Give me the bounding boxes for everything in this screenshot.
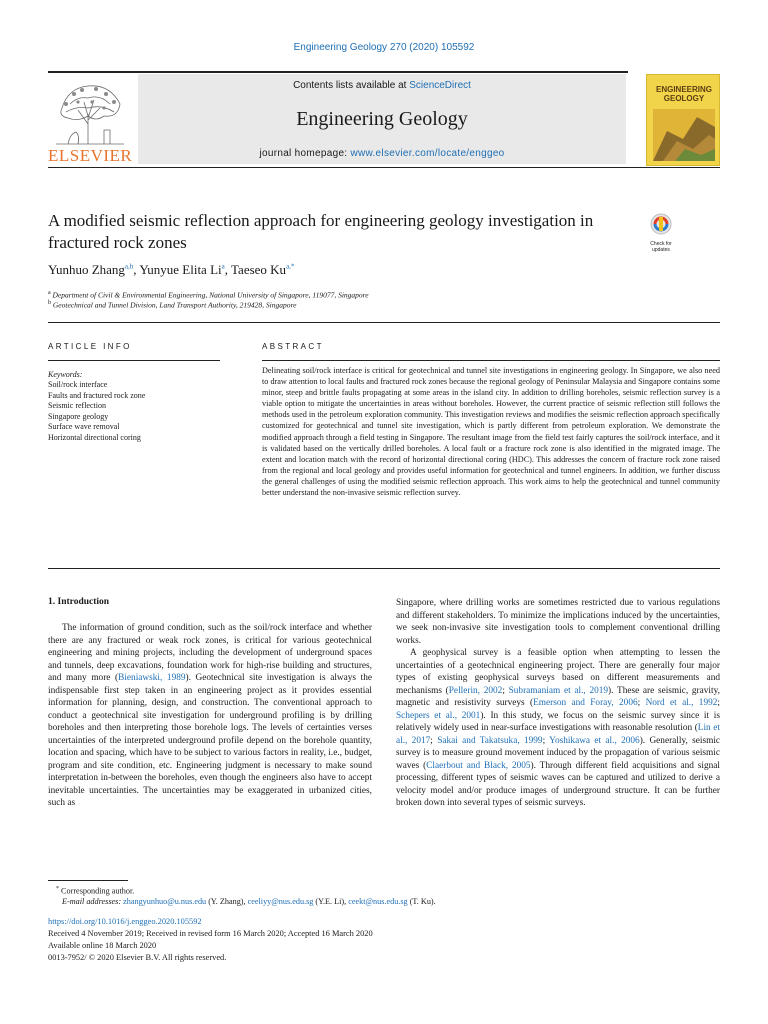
author-affiliation-mark[interactable]: a,* (286, 262, 295, 271)
email-label: E-mail addresses: (62, 897, 124, 906)
contents-available-line (138, 80, 626, 91)
email-link[interactable]: ceekt@nus.edu.sg (348, 897, 408, 906)
author-name[interactable]: Yunhuo Zhang (48, 262, 125, 277)
contents-prefix: Contents lists available at (293, 80, 410, 91)
citation-link[interactable]: Sakai and Takatsuka, 1999 (437, 735, 543, 746)
corresponding-author-note (56, 884, 134, 897)
homepage-link[interactable]: www.elsevier.com/locate/enggeo (350, 148, 505, 159)
asterisk-mark: * (56, 886, 59, 892)
body-text: ; (637, 698, 646, 708)
copyright-line: 0013-7952/ © 2020 Elsevier B.V. All rights reserved. (48, 953, 227, 962)
body-text: ). Geotechnical site investigation is always the indispensable first step taken in an engineering project as it provides essential information for planning, design, and construction. The conventional approach to conduct a geotechnical site investigation for underground profiling is by drilling boreholes and then interpreting those borehole logs. The levels of certainties verses uncertainties of the interpreted underground profile depend on the borehole quantity, location and spacing, which have to be subject to various factors in reality, i.e., budget, program and site condition, etc. Engineering judgment is necessary to make sound interpretation in-between the boreholes, even though the engineers also have to accept inevitable uncertainties. The uncertainties may be exaggerated in urbanized cities, such as (48, 673, 373, 808)
body-text: ; (430, 735, 438, 746)
keyword-item: Soil/rock interface (48, 380, 108, 389)
article-info-rule (48, 360, 220, 361)
crossmark-icon (646, 212, 676, 236)
email-owner: (Y. Zhang), (206, 897, 248, 906)
keywords-label: Keywords: (48, 370, 83, 379)
body-text: ; (502, 685, 509, 696)
doi-link[interactable]: https://doi.org/10.1016/j.enggeo.2020.105592 (48, 917, 202, 926)
citation-link[interactable]: Bieniawski, 1989 (118, 673, 186, 683)
keyword-item: Faults and fractured rock zone (48, 390, 146, 400)
author-affiliation-mark[interactable]: a (221, 262, 225, 271)
body-text: ). In this study, we focus on the seismic survey since it is relatively widely used in near-surface investigations with reasonable resolution ( (396, 710, 720, 733)
affiliation-text: Geotechnical and Tunnel Division, Land Transport Authority, 219428, Singapore (52, 300, 297, 310)
article-title: A modified seismic reflection approach for engineering geology investigation in fractured rock zones (48, 211, 594, 252)
keyword-item: Singapore geology (48, 411, 109, 421)
journal-name: Engineering Geology (296, 108, 468, 130)
email-link[interactable]: zhangyunhuo@u.nus.edu (123, 897, 207, 906)
footnote-rule (48, 880, 128, 881)
abstract-text: Delineating soil/rock interface is critical for geotechnical and tunnel site investigations in engineering geology. In Singapore, we also need to draw attention to local faults and fractured rock zones because the regional geology of Peninsular Malaysia and Singapore contains some minor, steep and brittle faults propagating at some areas in the island city. In addition to drilling boreholes, seismic reflection survey is a viable option to mitigate the uncertainties in areas without boreholes. However, the current practice of seismic reflection still follows the methods used in the petroleum exploration community. This investigation reviews and modifies the seismic reflection approach specifically customized for geotechnical and tunnel site investigation, which is partly different from petroleum exploration. We demonstrate the modified approach through a field testing in Singapore. The resultant image from the field test fairly captures the soil/rock interface, and it is validated based on the vertically drilled boreholes. A local fault or a fracture rock zone is also identified in the migrated image. The extent and location match with the record of horizontal directional coring (HDC). This addresses the concern of fracture rock zone raised from the regional and local geology and provides useful information for geotechnical and tunnel engineers. In addition, we further discuss the general challenges of using the modified seismic reflection approach. This work aims to help the geotechnical and tunnel community better understand the non-invasive seismic reflection survey. (262, 366, 720, 498)
right-column (396, 597, 720, 810)
body-paragraph: Singapore, where drilling works are sometimes restricted due to various regulations and different stakeholders. To minimize the implications induced by the uncertainties, we seek non-invasive site investigation tools to complement conventional drilling works. (396, 598, 720, 646)
citation-link[interactable]: Subramaniam et al., 2019 (508, 685, 609, 696)
section-heading: 1. Introduction (48, 597, 110, 607)
keyword-item: Horizontal directional coring (48, 432, 141, 442)
author-affiliation-mark[interactable]: a,b (124, 262, 134, 271)
corresponding-text: Corresponding author. (61, 886, 135, 896)
author-name[interactable]: Yunyue Elita Li (139, 262, 222, 277)
front-matter-rule (48, 322, 720, 323)
available-online: Available online 18 March 2020 (48, 941, 157, 950)
citation-link[interactable]: Lin et al., 2017 (396, 723, 720, 746)
cover-title: ENGINEERING GEOLOGY (655, 85, 712, 103)
check-for-updates-badge[interactable] (646, 212, 676, 253)
keyword-item: Surface wave removal (48, 422, 120, 431)
author-name[interactable]: Taeseo Ku (231, 262, 287, 277)
email-owner: (T. Ku). (407, 897, 436, 906)
left-column (48, 622, 372, 810)
author-list: Yunhuo Zhang$^{a,b}$, Yunyue Elita Li$^a$, Taeseo $Ku^{a,*}$ (48, 262, 295, 277)
keyword-list (48, 380, 145, 443)
crossmark-label: Check for updates (650, 241, 672, 253)
cover-artwork (653, 109, 715, 161)
journal-citation[interactable]: Engineering Geology 270 (2020) 105592 (293, 42, 475, 53)
citation-link[interactable]: Schepers et al., 2001 (396, 710, 481, 721)
affiliation-mark: a (48, 290, 51, 296)
email-link[interactable]: ceeliyy@nus.edu.sg (247, 897, 314, 906)
sciencedirect-link[interactable]: ScienceDirect (409, 80, 471, 91)
citation-link[interactable]: Yoshikawa et al., 2006 (549, 735, 640, 746)
body-text: ). These are seismic, gravity, magnetic and resistivity surveys ( (396, 685, 720, 708)
citation-link[interactable]: Pellerin, 2002 (448, 685, 503, 696)
affiliation-text: Department of Civil & Environmental Engineering, National University of Singapore, 119077, Singapore (52, 290, 369, 300)
affiliation-mark: b (48, 300, 51, 306)
received-dates: Received 4 November 2019; Received in revised form 16 March 2020; Accepted 16 March 2020 (48, 929, 373, 938)
journal-homepage-line (138, 148, 626, 159)
body-paragraph (48, 622, 372, 810)
body-paragraph (396, 647, 720, 810)
keyword-item: Seismic reflection (48, 401, 106, 410)
citation-link[interactable]: Claerbout and Black, 2005 (426, 760, 531, 771)
article-info-heading: ARTICLE INFO (48, 342, 132, 351)
header-top-rule (48, 71, 628, 73)
journal-cover-image (646, 74, 720, 166)
body-text: ; (542, 735, 550, 746)
email-addresses (62, 896, 436, 907)
body-text: ). Through different field acquisitions and signal processing, different types of seismic waves can be captured and utilized to derive a velocity model and/or produce images of underground structure. It can be further broken down into several types of seismic surveys. (396, 760, 720, 808)
affiliation (48, 290, 369, 300)
body-text: The information of ground condition, such as the soil/rock interface and whether there are any fractured or weak rock zones, is critical for various geotechnical engineering and mining projects, including the development of underground spaces and tunnels, deep excavations, foundation work for high-rise building and structures, and many more ( (48, 623, 372, 683)
citation-link[interactable]: Nord et al., 1992 (645, 698, 718, 708)
affiliation (48, 300, 296, 310)
body-text: ). Generally, seismic survey is to measure ground movement induced by the propagation of various seismic waves ( (396, 735, 721, 771)
body-text: A geophysical survey is a feasible option when attempting to lessen the uncertainties of a geotechnical engineering project. There are generally four major types of existing geophysical surveys based on different measurements and mechanisms ( (396, 648, 720, 696)
citation-link[interactable]: Emerson and Foray, 2006 (533, 698, 638, 708)
email-owner: (Y.E. Li), (313, 897, 349, 906)
homepage-prefix: journal homepage: (259, 148, 351, 159)
abstract-rule (262, 360, 720, 361)
elsevier-wordmark: ELSEVIER (48, 146, 133, 165)
abstract-bottom-rule (48, 568, 720, 569)
abstract-heading: ABSTRACT (262, 342, 324, 351)
body-text: ; (717, 698, 720, 708)
header-bottom-rule (48, 167, 720, 168)
